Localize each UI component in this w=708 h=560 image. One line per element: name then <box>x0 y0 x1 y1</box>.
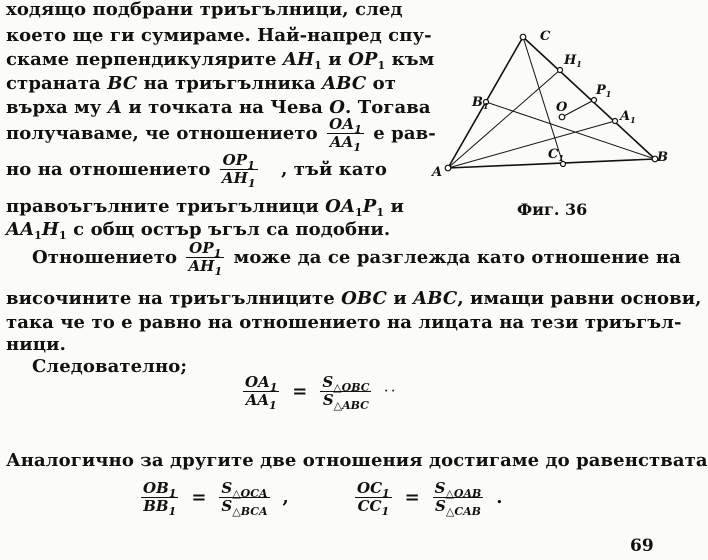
label-c1: $C_1$ <box>548 147 564 163</box>
label-a: A <box>432 165 443 180</box>
label-o: O <box>556 100 568 115</box>
fraction-oa1-aa1-eq: $\frac{OA_1}{AA_1}$ <box>245 373 278 412</box>
page-number: 69 <box>630 536 654 556</box>
text-line-1: ходящо подбрани триъгълници, след <box>6 0 403 20</box>
label-a1: $A_1$ <box>620 109 636 125</box>
text-line-15: Аналогично за другите две отношения достигаме до равенствата <box>6 450 708 471</box>
equation-1: $\frac{OA_1}{AA_1}$ = $\frac{S_{\triangle OBC}}{S_{\triangle ABC}}$ · · <box>245 373 395 412</box>
cevian-a-a1 <box>448 121 615 168</box>
fraction-s-oca-s-bca: $\frac{S_{\triangle OCA}}{S_{\triangle BCA}}$ <box>221 479 268 518</box>
fraction-s-obc-s-abc: $\frac{S_{\triangle OBC}}{S_{\triangle ABC}}$ <box>322 373 370 412</box>
text-line-4: страната BC на триъгълника ABC от <box>6 73 396 94</box>
label-p1: $P_1$ <box>596 83 612 99</box>
equation-3: $\frac{OC_1}{CC_1}$ = $\frac{S_{\triangle OAB}}{S_{\triangle CAB}}$ . <box>357 479 503 518</box>
point-a1 <box>613 119 618 124</box>
text-line-5: върха му A и точката на Чева O. Тогава <box>6 97 431 118</box>
text-line-14: Следователно; <box>32 356 188 377</box>
point-c <box>520 34 526 40</box>
text-line-12: така че то е равно на отношението на лицата на тези триъгъл- <box>6 312 682 333</box>
text-line-2: което ще ги сумираме. Най-напред спу- <box>6 25 432 46</box>
point-p1 <box>592 98 597 103</box>
text-line-7: но на отношението $\frac{OP_1}{AH_1}$ , тъй като <box>6 151 387 190</box>
text-line-10: Отношението $\frac{OP_1}{AH_1}$ може да се разглежда като отношение на <box>32 239 681 278</box>
fraction-op1-ah1-repeat: $\frac{OP_1}{AH_1}$ <box>188 239 223 278</box>
side-bc <box>523 37 655 159</box>
point-h1 <box>558 68 563 73</box>
text-line-3: скаме перпендикулярите $AH_1$ и $OP_1$ към <box>6 49 435 72</box>
text-line-13: ници. <box>6 334 66 355</box>
point-a <box>445 165 451 171</box>
figure-36-triangle <box>430 18 670 208</box>
fraction-op1-ah1: $\frac{OP_1}{AH_1}$ <box>221 151 256 190</box>
text-line-8: правоъгълните триъгълници $OA_1P_1$ и <box>6 196 404 219</box>
fraction-oc1-cc1: $\frac{OC_1}{CC_1}$ <box>357 479 390 518</box>
label-c: C <box>540 29 551 44</box>
fraction-ob1-bb1: $\frac{OB_1}{BB_1}$ <box>143 479 177 518</box>
altitude-a-h1 <box>448 70 560 168</box>
text-line-6: получаваме, че отношението $\frac{OA_1}{AA_1}$ е рав- <box>6 115 436 154</box>
text-line-9: $AA_1H_1$ с общ остър ъгъл са подобни. <box>6 219 391 242</box>
label-b1: $B_1$ <box>472 95 489 111</box>
fraction-oa1-aa1: $\frac{OA_1}{AA_1}$ <box>329 115 362 154</box>
label-b: B <box>657 150 668 165</box>
fraction-s-oab-s-cab: $\frac{S_{\triangle OAB}}{S_{\triangle CAB}}$ <box>434 479 482 518</box>
text-line-11: височините на триъгълниците OBC и ABC, имащи равни основи, <box>6 288 702 309</box>
figure-caption: Фиг. 36 <box>517 200 588 219</box>
label-h1: $H_1$ <box>564 53 582 69</box>
equation-2: $\frac{OB_1}{BB_1}$ = $\frac{S_{\triangle OCA}}{S_{\triangle BCA}}$ , <box>143 479 289 518</box>
point-o <box>559 114 565 120</box>
